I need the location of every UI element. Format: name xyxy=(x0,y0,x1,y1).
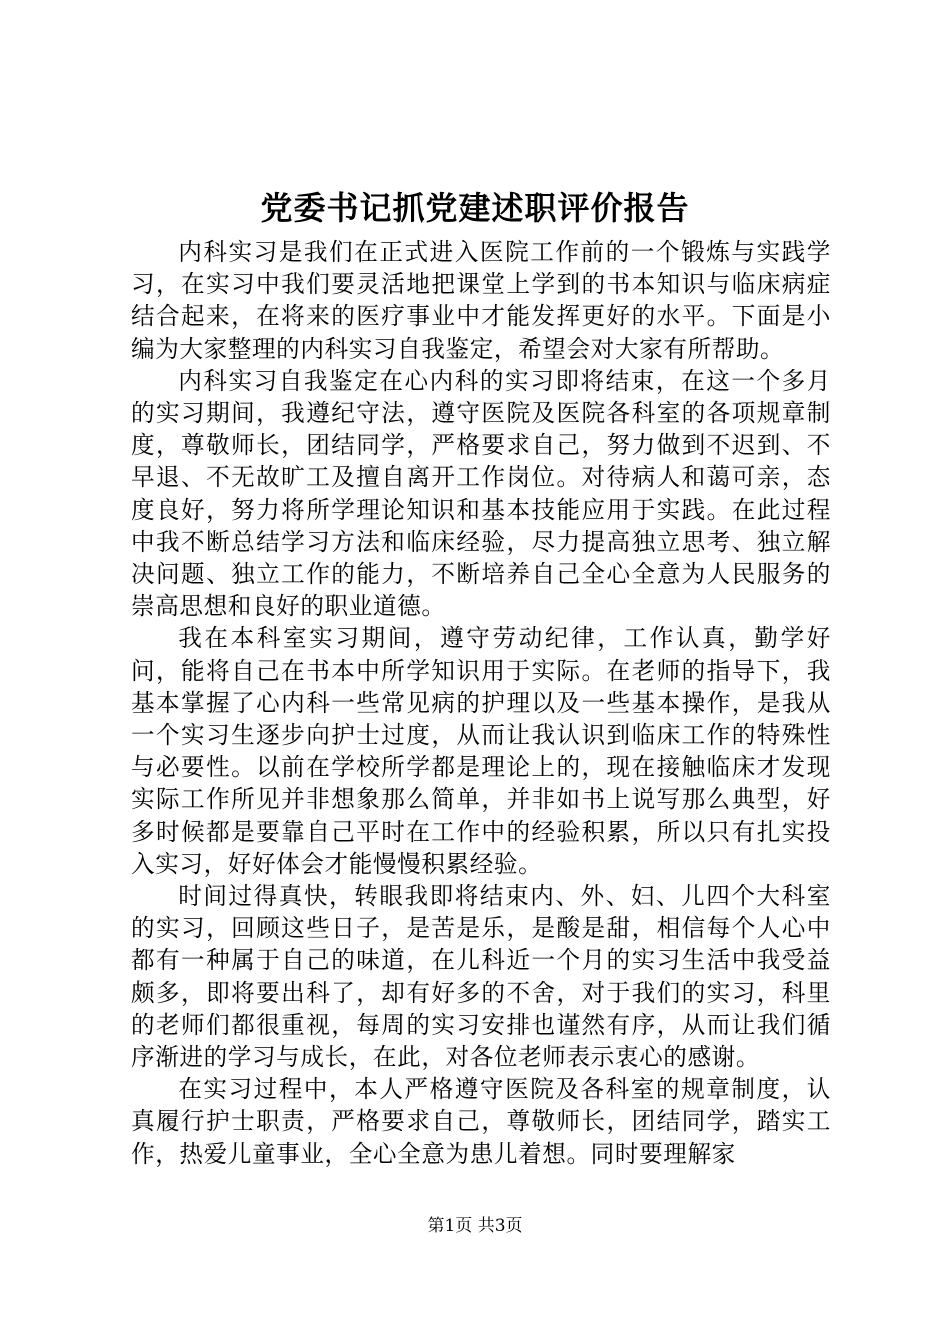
paragraph: 我在本科室实习期间，遵守劳动纪律，工作认真，勤学好问，能将自己在书本中所学知识用于实际。在老师的指导下，我基本掌握了心内科一些常见病的护理以及一些基本操作，是我从一个实习生逐步向护士过度，从而让我认识到临床工作的特殊性与必要性。以前在学校所学都是理论上的，现在接触临床才发现实际工作所见并非想象那么简单，并非如书上说写那么典型，好多时候都是要靠自己平时在工作中的经验积累，所以只有扎实投入实习，好好体会才能慢慢积累经验。 xyxy=(131,624,831,878)
paragraph: 内科实习自我鉴定在心内科的实习即将结束，在这一个多月的实习期间，我遵纪守法，遵守医院及医院各科室的各项规章制度，尊敬师长，团结同学，严格要求自己，努力做到不迟到、不早退、不无故旷工及擅自离开工作岗位。对待病人和蔼可亲，态度良好，努力将所学理论知识和基本技能应用于实践。在此过程中我不断总结学习方法和临床经验，尽力提高独立思考、独立解决问题、独立工作的能力，不断培养自己全心全意为人民服务的崇高思想和良好的职业道德。 xyxy=(131,366,831,621)
paragraph: 内科实习是我们在正式进入医院工作前的一个锻炼与实践学习，在实习中我们要灵活地把课堂上学到的书本知识与临床病症结合起来，在将来的医疗事业中才能发挥更好的水平。下面是小编为大家整理的内科实习自我鉴定，希望会对大家有所帮助。 xyxy=(131,238,831,363)
paragraph: 时间过得真快，转眼我即将结束内、外、妇、儿四个大科室的实习，回顾这些日子，是苦是乐，是酸是甜，相信每个人心中都有一种属于自己的味道，在儿科近一个月的实习生活中我受益颇多，即将要出科了，却有好多的不舍，对于我们的实习，科里的老师们都很重视，每周的实习安排也谨然有序，从而让我们循序渐进的学习与成长，在此，对各位老师表示衷心的感谢。 xyxy=(131,882,831,1072)
document-title: 党委书记抓党建述职评价报告 xyxy=(260,189,690,227)
page-footer-number: 第1页 共3页 xyxy=(427,1216,523,1236)
document-body xyxy=(131,236,831,1170)
paragraph: 在实习过程中，本人严格遵守医院及各科室的规章制度，认真履行护士职责，严格要求自己，尊敬师长，团结同学，踏实工作，热爱儿童事业，全心全意为患儿着想。同时要理解家 xyxy=(131,1075,831,1168)
